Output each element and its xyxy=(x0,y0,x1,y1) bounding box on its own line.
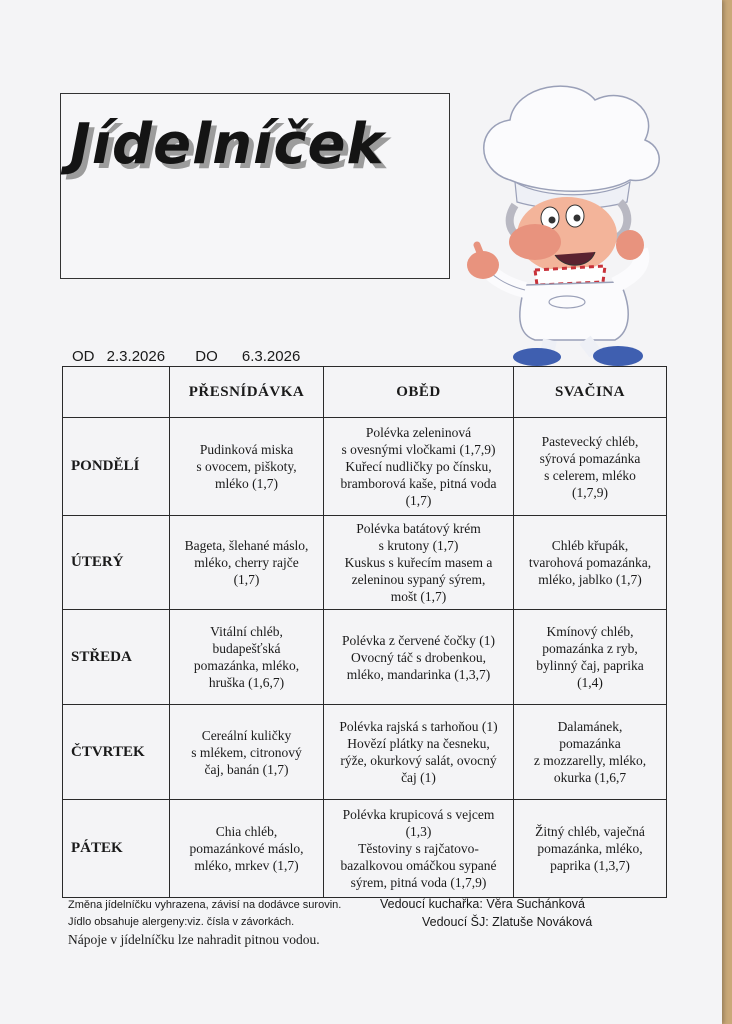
lunch-line: Kuskus s kuřecím masem a xyxy=(344,555,493,570)
lunch-cell xyxy=(324,610,514,705)
head-canteen: Vedoucí ŠJ: Zlatuše Nováková xyxy=(422,915,593,929)
header-row xyxy=(63,367,667,418)
lunch-cell xyxy=(324,800,514,898)
snack2-line: z mozzarelly, mléko, xyxy=(533,753,647,768)
lunch-cell xyxy=(324,705,514,800)
snack2-line: (1,7,9) xyxy=(572,484,608,500)
snack1-cell xyxy=(170,705,324,800)
footer-staff xyxy=(380,895,630,931)
lunch-line: bazalkovou omáčkou sypané xyxy=(340,858,497,873)
lunch-line: Polévka z červené čočky (1) xyxy=(342,632,495,648)
day-label: PONDĚLÍ xyxy=(63,418,170,516)
snack1-line: s ovocem, piškoty, xyxy=(196,459,297,474)
snack1-cell xyxy=(170,516,324,610)
snack2-cell xyxy=(514,418,667,516)
snack1-line: čaj, banán (1,7) xyxy=(204,761,289,777)
lunch-line: rýže, okurkový salát, ovocný xyxy=(340,753,497,768)
snack2-line: tvarohová pomazánka, xyxy=(528,555,652,570)
lunch-line: čaj (1) xyxy=(401,770,436,785)
snack2-cell xyxy=(514,610,667,705)
table-row xyxy=(63,610,667,705)
note-allergens: Jídlo obsahuje alergeny:viz. čísla v závorkách. xyxy=(68,916,295,928)
day-label: ČTVRTEK xyxy=(63,705,170,800)
snack1-cell xyxy=(170,610,324,705)
page-title: Jídelníček xyxy=(70,112,385,177)
snack1-line: Cereální kuličky xyxy=(201,727,292,743)
snack1-line: (1,7) xyxy=(233,572,260,587)
to-label: DO xyxy=(195,348,218,365)
lunch-line: s ovesnými vločkami (1,7,9) xyxy=(341,442,496,457)
from-label: OD xyxy=(72,348,95,365)
snack1-cell xyxy=(170,800,324,898)
snack1-line: Vitální chléb, xyxy=(210,624,283,639)
snack1-line: mléko, cherry rajče xyxy=(194,555,299,570)
snack2-line: pomazánka z ryb, xyxy=(542,641,638,656)
day-label: PÁTEK xyxy=(63,800,170,898)
snack2-line: Chléb křupák, xyxy=(551,538,629,553)
snack2-line: Žitný chléb, vaječná xyxy=(535,824,645,839)
corner-cell xyxy=(63,367,170,418)
snack1-line: pomazánkové máslo, xyxy=(189,841,304,856)
lunch-line: (1,3) xyxy=(405,824,432,839)
lunch-line: mléko, mandarinka (1,3,7) xyxy=(346,666,491,682)
header-snack1: PŘESNÍDÁVKA xyxy=(170,367,324,418)
snack1-line: pomazánka, mléko, xyxy=(193,658,300,673)
snack2-cell xyxy=(514,516,667,610)
menu-table xyxy=(62,366,667,898)
date-range xyxy=(72,348,306,365)
lunch-line: Hovězí plátky na česneku, xyxy=(347,736,490,751)
from-date: 2.3.2026 xyxy=(106,348,166,365)
lunch-line: Polévka rajská s tarhoňou (1) xyxy=(339,719,498,734)
snack1-line: Pudinková miska xyxy=(199,442,294,457)
snack2-line: okurka (1,6,7 xyxy=(553,770,627,785)
snack2-line: mléko, jablko (1,7) xyxy=(538,572,642,587)
lunch-cell xyxy=(324,418,514,516)
snack1-line: s mlékem, citronový xyxy=(191,744,302,760)
snack2-line: s celerem, mléko xyxy=(544,467,636,483)
lunch-line: s krutony (1,7) xyxy=(378,538,459,553)
snack1-cell xyxy=(170,418,324,516)
snack1-line: mléko (1,7) xyxy=(215,476,278,491)
snack2-line: pomazánka xyxy=(559,736,621,751)
note-changes: Změna jídelníčku vyhrazena, závisí na dodávce surovin. xyxy=(68,899,342,911)
snack2-line: Kmínový chléb, xyxy=(546,624,634,639)
day-label: STŘEDA xyxy=(63,610,170,705)
lunch-line: Kuřecí nudličky po čínsku, xyxy=(345,459,492,474)
table-row xyxy=(63,418,667,516)
table-row xyxy=(63,705,667,800)
day-label: ÚTERÝ xyxy=(63,516,170,610)
lunch-line: mošt (1,7) xyxy=(390,589,447,604)
snack2-line: pomazánka, mléko, xyxy=(537,841,643,856)
lunch-line: bramborová kaše, pitná voda xyxy=(340,476,497,491)
snack1-line: Chia chléb, xyxy=(215,824,278,839)
footer-notes xyxy=(68,897,388,948)
table-row xyxy=(63,516,667,610)
lunch-line: zeleninou sypaný sýrem, xyxy=(351,572,486,587)
snack1-line: mléko, mrkev (1,7) xyxy=(194,858,299,873)
lunch-line: Těstoviny s rajčatovo- xyxy=(358,841,479,856)
lunch-line: sýrem, pitná voda (1,7,9) xyxy=(350,875,487,890)
table-row xyxy=(63,800,667,898)
snack2-cell xyxy=(514,705,667,800)
to-date: 6.3.2026 xyxy=(241,348,301,365)
lunch-line: Polévka zeleninová xyxy=(365,425,472,440)
lunch-line: Polévka batátový krém xyxy=(356,521,481,536)
header-snack2: SVAČINA xyxy=(514,367,667,418)
lunch-line: (1,7) xyxy=(405,493,432,508)
snack2-line: (1,4) xyxy=(577,675,603,690)
header-lunch: OBĚD xyxy=(324,367,514,418)
chef-illustration xyxy=(455,70,675,370)
head-cook: Vedoucí kuchařka: Věra Suchánková xyxy=(380,897,585,911)
snack2-cell xyxy=(514,800,667,898)
lunch-line: Polévka krupicová s vejcem xyxy=(342,807,495,822)
snack1-line: hruška (1,6,7) xyxy=(208,675,285,690)
snack2-line: paprika (1,3,7) xyxy=(550,858,630,873)
lunch-cell xyxy=(324,516,514,610)
snack2-line: Dalamánek, xyxy=(557,719,623,734)
note-drinks: Nápoje v jídelníčku lze nahradit pitnou vodou. xyxy=(68,932,320,947)
snack1-line: Bageta, šlehané máslo, xyxy=(184,538,309,553)
snack1-line: budapešťská xyxy=(212,641,281,656)
lunch-line: Ovocný táč s drobenkou, xyxy=(351,649,486,665)
snack2-line: sýrová pomazánka xyxy=(539,450,641,466)
snack2-line: Pastevecký chléb, xyxy=(541,433,639,449)
snack2-line: bylinný čaj, paprika xyxy=(536,658,644,673)
